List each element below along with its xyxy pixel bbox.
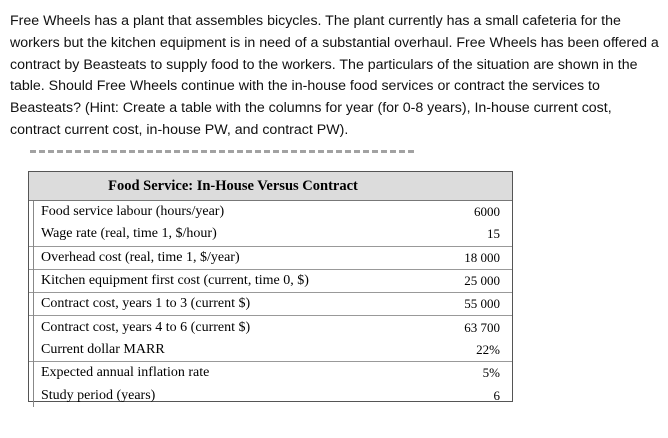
row-value: 18 000	[464, 249, 500, 265]
cropped-line-divider	[30, 150, 415, 153]
row-value: 6	[493, 387, 500, 403]
row-value: 6000	[474, 204, 500, 220]
row-label: Current dollar MARR	[41, 341, 165, 357]
row-label: Kitchen equipment first cost (current, time 0, $)	[41, 273, 309, 289]
table-row	[29, 201, 512, 223]
row-label: Food service labour (hours/year)	[41, 204, 225, 220]
row-label: Wage rate (real, time 1, $/hour)	[41, 226, 217, 242]
table-title: Food Service: In-House Versus Contract	[29, 172, 512, 201]
row-value: 25 000	[464, 273, 500, 289]
table-body	[29, 201, 512, 407]
row-value: 55 000	[464, 296, 500, 312]
left-rule	[33, 201, 34, 407]
row-value: 15	[487, 226, 500, 242]
row-label: Overhead cost (real, time 1, $/year)	[41, 249, 240, 265]
table-row	[29, 269, 512, 292]
table-row	[29, 339, 512, 361]
table-row	[29, 315, 512, 338]
row-label: Contract cost, years 1 to 3 (current $)	[41, 296, 251, 312]
row-label: Expected annual inflation rate	[41, 365, 210, 381]
row-label: Study period (years)	[41, 387, 156, 403]
table-row	[29, 223, 512, 245]
table-row	[29, 246, 512, 269]
question-text	[10, 11, 660, 142]
row-value: 5%	[482, 365, 500, 381]
table-row	[29, 361, 512, 384]
question-paragraph: Free Wheels has a plant that assembles bicycles. The plant currently has a small cafeteria for the workers but the kitchen equipment is in need of a substantial overhaul. Free Wheels has been offered a contract by Beasteats to supply food to the workers. The particulars of the situation are shown in the table. Should Free Wheels continue with the in-house food services or contract the services to Beasteats? (Hint: Create a table with the columns for year (for 0-8 years), In-house current cost, contract current cost, in-house PW, and contract PW).	[10, 13, 659, 138]
row-value: 22%	[476, 341, 500, 357]
table-row	[29, 292, 512, 315]
row-label: Contract cost, years 4 to 6 (current $)	[41, 319, 251, 335]
table-row	[29, 384, 512, 406]
row-value: 63 700	[464, 319, 500, 335]
food-service-table	[28, 171, 513, 402]
